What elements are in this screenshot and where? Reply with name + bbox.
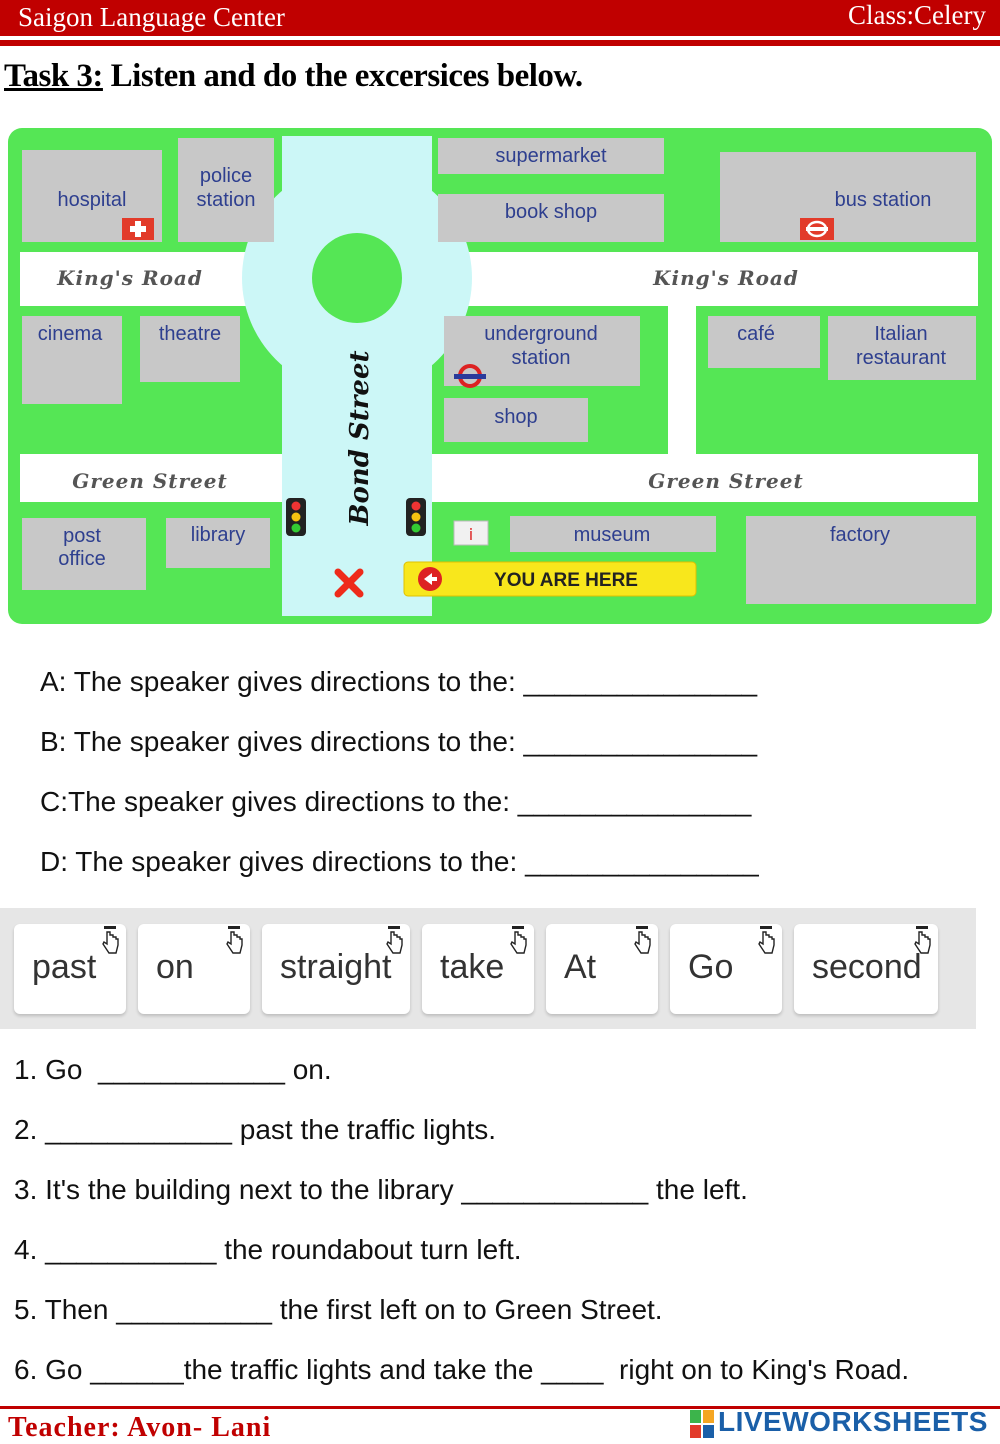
label-underground-2: station bbox=[511, 347, 571, 369]
traffic-light-right-icon bbox=[406, 498, 426, 536]
word-chip-straight[interactable] bbox=[262, 924, 410, 1014]
word-label: straight bbox=[280, 948, 392, 986]
label-underground-1: underground bbox=[484, 323, 598, 345]
drag-hand-icon bbox=[508, 926, 528, 956]
task-text: Listen and do the excersices below. bbox=[102, 58, 583, 94]
teacher-name: Teacher: Avon- Lani bbox=[8, 1412, 272, 1443]
label-shop: shop bbox=[494, 406, 538, 428]
label-hospital: hospital bbox=[57, 189, 127, 211]
label-theatre: theatre bbox=[158, 323, 222, 345]
word-chip-on[interactable] bbox=[138, 924, 250, 1014]
label-post-office-1: post bbox=[63, 525, 101, 547]
drag-hand-icon bbox=[632, 926, 652, 956]
header-underline bbox=[0, 40, 1000, 46]
drag-hand-icon bbox=[912, 926, 932, 956]
you-are-here-text: YOU ARE HERE bbox=[494, 570, 638, 591]
exercise-5: 5. Then __________ the first left on to Green Street. bbox=[14, 1294, 663, 1325]
info-icon bbox=[454, 521, 488, 545]
label-kings-road-left: King's Road bbox=[57, 266, 203, 290]
exercise-3: 3. It's the building next to the library ____________ the left. bbox=[14, 1174, 748, 1205]
word-chip-past[interactable] bbox=[14, 924, 126, 1014]
label-green-street-right: Green Street bbox=[648, 469, 804, 493]
word-chip-go[interactable] bbox=[670, 924, 782, 1014]
exercise-4: 4. ___________ the roundabout turn left. bbox=[14, 1234, 522, 1265]
header-bar bbox=[0, 0, 1000, 36]
question-b: B: The speaker gives directions to the: _______________ bbox=[40, 726, 758, 757]
you-are-here-sign bbox=[404, 562, 696, 596]
task-prefix: Task 3: bbox=[4, 58, 103, 94]
word-chip-at[interactable] bbox=[546, 924, 658, 1014]
label-police-1: police bbox=[199, 165, 253, 187]
label-library: library bbox=[190, 524, 246, 546]
label-kings-road-right: King's Road bbox=[653, 266, 799, 290]
exercise-2: 2. ____________ past the traffic lights. bbox=[14, 1114, 497, 1145]
label-police-2: station bbox=[196, 189, 256, 211]
label-book-shop: book shop bbox=[504, 201, 598, 223]
liveworksheets-text: LIVEWORKSHEETS bbox=[718, 1406, 988, 1437]
exercise-6: 6. Go ______the traffic lights and take the ____ right on to King's Road. bbox=[14, 1354, 910, 1385]
label-cafe: café bbox=[737, 323, 775, 345]
drag-hand-icon bbox=[756, 926, 776, 956]
word-label: second bbox=[812, 948, 922, 986]
word-label: on bbox=[156, 948, 194, 986]
exercise-1: 1. Go ____________ on. bbox=[14, 1054, 332, 1085]
drag-hand-icon bbox=[384, 926, 404, 956]
word-chip-take[interactable] bbox=[422, 924, 534, 1014]
word-label: At bbox=[564, 948, 597, 986]
word-bank bbox=[0, 908, 976, 1029]
label-cinema: cinema bbox=[37, 323, 103, 345]
label-bus-station: bus station bbox=[834, 189, 932, 211]
drag-hand-icon bbox=[224, 926, 244, 956]
word-label: take bbox=[440, 948, 505, 986]
traffic-light-left-icon bbox=[286, 498, 306, 536]
label-italian-2: restaurant bbox=[855, 347, 947, 369]
word-label: past bbox=[32, 948, 97, 986]
school-name: Saigon Language Center bbox=[18, 2, 285, 32]
town-map bbox=[8, 128, 992, 624]
svg-text:i: i bbox=[468, 525, 474, 544]
word-label: Go bbox=[688, 948, 734, 986]
liveworksheets-logo bbox=[690, 1404, 990, 1438]
bus-icon bbox=[800, 218, 834, 240]
label-supermarket: supermarket bbox=[495, 145, 607, 167]
task-title bbox=[4, 58, 583, 95]
side-road bbox=[668, 306, 696, 454]
label-post-office-2: office bbox=[58, 548, 106, 570]
hospital-cross-icon bbox=[122, 218, 154, 240]
question-d: D: The speaker gives directions to the: _______________ bbox=[40, 846, 759, 877]
label-museum: museum bbox=[573, 524, 651, 546]
question-c: C:The speaker gives directions to the: _______________ bbox=[40, 786, 752, 817]
question-a: A: The speaker gives directions to the: _______________ bbox=[40, 666, 758, 697]
class-name: Class:Celery bbox=[848, 0, 986, 30]
label-italian-1: Italian bbox=[874, 323, 928, 345]
drag-hand-icon bbox=[100, 926, 120, 956]
roundabout-center bbox=[312, 233, 402, 323]
label-bond-street: Bond Street bbox=[345, 350, 375, 526]
liveworksheets-logo-icon bbox=[690, 1410, 714, 1438]
label-factory: factory bbox=[829, 524, 891, 546]
label-green-street-left: Green Street bbox=[72, 469, 228, 493]
word-chip-second[interactable] bbox=[794, 924, 938, 1014]
